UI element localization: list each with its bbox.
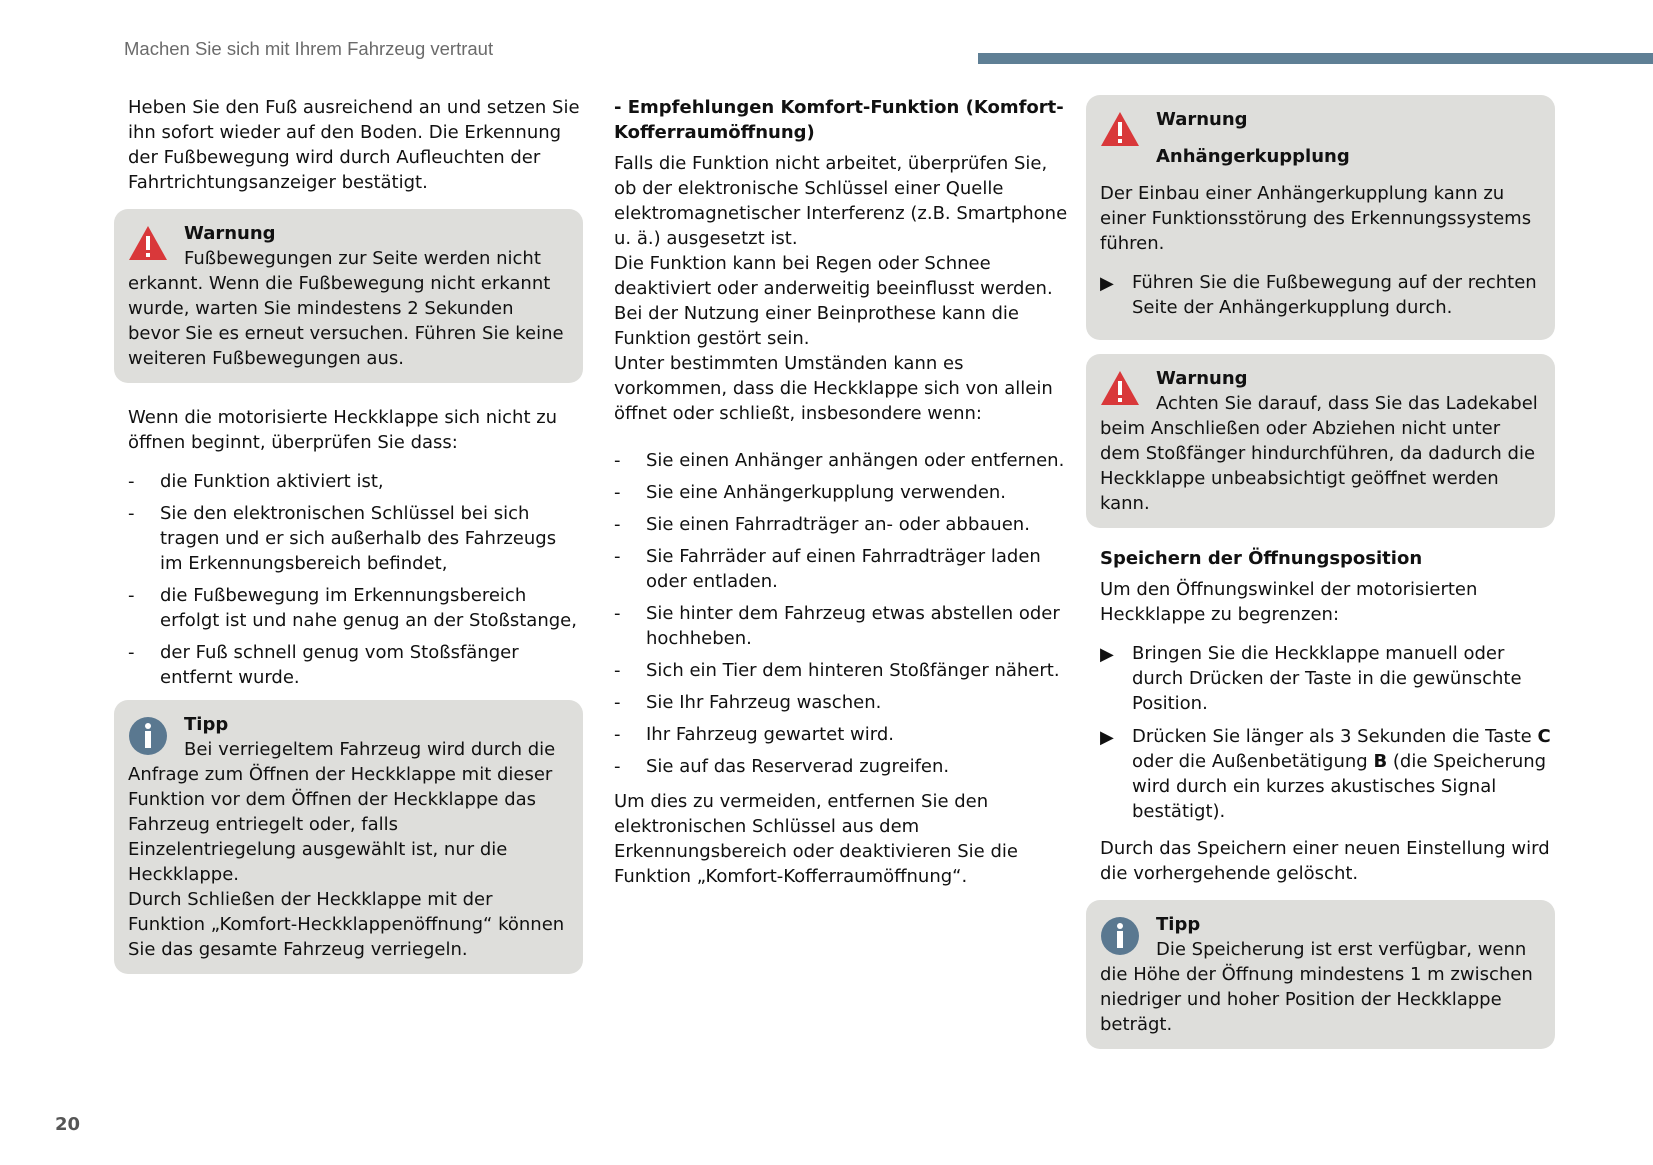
running-header: Machen Sie sich mit Ihrem Fahrzeug vertraut	[124, 38, 494, 59]
column-1	[128, 95, 583, 988]
warning-text: Der Einbau einer Anhängerkupplung kann zu einer Funktionsstörung des Erkennungssystems führen.	[1100, 183, 1532, 254]
tip-text-2: Durch Schließen der Heckklappe mit der Funktion „Komfort-Heckklappenöffnung“ können Sie das gesamte Fahrzeug verriegeln.	[128, 889, 565, 960]
step-text: Führen Sie die Fußbewegung auf der rechten Seite der Anhängerkupplung durch.	[1132, 272, 1537, 318]
list-item: - Sich ein Tier dem hinteren Stoßfänger nähert.	[614, 658, 1074, 683]
list-item: - der Fuß schnell genug vom Stoßsfänger entfernt wurde.	[128, 640, 583, 690]
tip-text	[1100, 937, 1541, 1037]
instruction-step	[1100, 270, 1541, 320]
column-3	[1100, 95, 1555, 1063]
arrow-right-icon: ▶	[1100, 273, 1114, 294]
warning-box	[114, 209, 583, 383]
list-item: - Sie Fahrräder auf einen Fahrradträger laden oder entladen.	[614, 544, 1074, 594]
tip-title: Tipp	[184, 714, 229, 735]
closing-paragraph: Um dies zu vermeiden, entfernen Sie den elektronischen Schlüssel aus dem Erkennungsbereich oder deaktivieren Sie die Funktion „Komfort-Kofferraumöffnung“.	[614, 791, 1018, 887]
info-icon	[128, 716, 168, 756]
warning-text	[128, 246, 569, 371]
tip-box	[1086, 900, 1555, 1049]
list-item: - Ihr Fahrzeug gewartet wird.	[614, 722, 1074, 747]
tip-text	[128, 737, 569, 887]
paragraph: Die Funktion kann bei Regen oder Schnee deaktiviert oder anderweitig beeinflusst werden.	[614, 253, 1053, 299]
warning-box-trailer	[1086, 95, 1555, 340]
list-item: - Sie eine Anhängerkupplung verwenden.	[614, 480, 1074, 505]
section-heading: - Empfehlungen Komfort-Funktion (Komfort-Kofferraumöffnung)	[614, 97, 1064, 143]
tip-body: Bei verriegeltem Fahrzeug wird durch die Anfrage zum Öffnen der Heckklappe mit dieser Funktion vor dem Öffnen der Heckklappe das Fahrzeug entriegelt oder, falls Einzelentriegelung ausgewählt ist, nur die Heckklappe.	[128, 739, 556, 885]
warning-triangle-icon	[1100, 111, 1140, 147]
warning-triangle-icon	[1100, 370, 1140, 406]
column-2	[614, 95, 1074, 903]
paragraph: Falls die Funktion nicht arbeitet, überprüfen Sie, ob der elektronische Schlüssel einer Quelle elektromagnetischer Interferenz (z.B. Smartphone u. ä.) ausgesetzt ist.	[614, 153, 1068, 249]
tip-title: Tipp	[1156, 914, 1201, 935]
tip-box	[114, 700, 583, 974]
arrow-right-icon: ▶	[1100, 727, 1114, 748]
check-list	[128, 469, 583, 690]
intro-paragraph: Heben Sie den Fuß ausreichend an und setzen Sie ihn sofort wieder auf den Boden. Die Erkennung der Fußbewegung wird durch Aufleuchten der Fahrtrichtungsanzeiger bestätigt.	[128, 97, 580, 193]
tip-header	[1100, 912, 1541, 937]
step-text: oder die Außenbetätigung	[1132, 751, 1374, 772]
instruction-step	[1100, 724, 1555, 824]
warning-header	[128, 221, 569, 246]
key-label-c: C	[1537, 726, 1551, 747]
conditions-list	[614, 448, 1074, 779]
warning-triangle-icon	[128, 225, 168, 261]
instruction-step	[1100, 641, 1555, 716]
info-icon	[1100, 916, 1140, 956]
arrow-right-icon: ▶	[1100, 644, 1114, 665]
list-item: - die Fußbewegung im Erkennungsbereich erfolgt ist und nahe genug an der Stoßstange,	[128, 583, 583, 633]
key-label-b: B	[1373, 751, 1388, 772]
list-item: - Sie Ihr Fahrzeug waschen.	[614, 690, 1074, 715]
section-heading: Speichern der Öffnungsposition	[1100, 548, 1423, 569]
list-item: - Sie hinter dem Fahrzeug etwas abstellen oder hochheben.	[614, 601, 1074, 651]
warning-title: Warnung	[1156, 368, 1248, 389]
warning-title: Warnung	[1156, 109, 1248, 130]
warning-header	[1100, 107, 1541, 169]
step-text: Drücken Sie länger als 3 Sekunden die Taste	[1132, 726, 1538, 747]
intro-paragraph: Um den Öffnungswinkel der motorisierten Heckklappe zu begrenzen:	[1100, 579, 1478, 625]
warning-text	[1100, 391, 1541, 516]
list-item: - Sie einen Anhänger anhängen oder entfernen.	[614, 448, 1074, 473]
step-text: Bringen Sie die Heckklappe manuell oder durch Drücken der Taste in die gewünschte Position.	[1132, 643, 1522, 714]
paragraph: Bei der Nutzung einer Beinprothese kann die Funktion gestört sein.	[614, 303, 1019, 349]
tip-body: Die Speicherung ist erst verfügbar, wenn die Höhe der Öffnung mindestens 1 m zwischen niedriger und hoher Position der Heckklappe beträgt.	[1100, 939, 1533, 1035]
list-item: - Sie auf das Reserverad zugreifen.	[614, 754, 1074, 779]
warning-body: Fußbewegungen zur Seite werden nicht erkannt. Wenn die Fußbewegung nicht erkannt wurde, warten Sie mindestens 2 Sekunden bevor Sie es erneut versuchen. Führen Sie keine weiteren Fußbewegungen aus.	[128, 248, 564, 369]
page-number: 20	[55, 1114, 81, 1135]
list-item: - Sie den elektronischen Schlüssel bei sich tragen und er sich außerhalb des Fahrzeugs im Erkennungsbereich befindet,	[128, 501, 583, 576]
header-accent-bar	[978, 53, 1653, 64]
warning-box-cable	[1086, 354, 1555, 528]
warning-title: Warnung	[184, 223, 276, 244]
warning-header	[1100, 366, 1541, 391]
warning-subtitle: Anhängerkupplung	[1156, 146, 1350, 167]
list-item: - Sie einen Fahrradträger an- oder abbauen.	[614, 512, 1074, 537]
tip-header	[128, 712, 569, 737]
list-item: - die Funktion aktiviert ist,	[128, 469, 583, 494]
warning-body: Achten Sie darauf, dass Sie das Ladekabel beim Anschließen oder Abziehen nicht unter dem Stoßfänger hindurchführen, da dadurch die Heckklappe unbeabsichtigt geöffnet werden kann.	[1100, 393, 1538, 514]
paragraph: Unter bestimmten Umständen kann es vorkommen, dass die Heckklappe sich von allein öffnet oder schließt, insbesondere wenn:	[614, 353, 1053, 424]
check-intro: Wenn die motorisierte Heckklappe sich nicht zu öffnen beginnt, überprüfen Sie dass:	[128, 407, 558, 453]
step-text: (die Speicherung wird durch ein kurzes akustisches Signal bestätigt).	[1132, 751, 1547, 822]
note-paragraph: Durch das Speichern einer neuen Einstellung wird die vorhergehende gelöscht.	[1100, 838, 1550, 884]
